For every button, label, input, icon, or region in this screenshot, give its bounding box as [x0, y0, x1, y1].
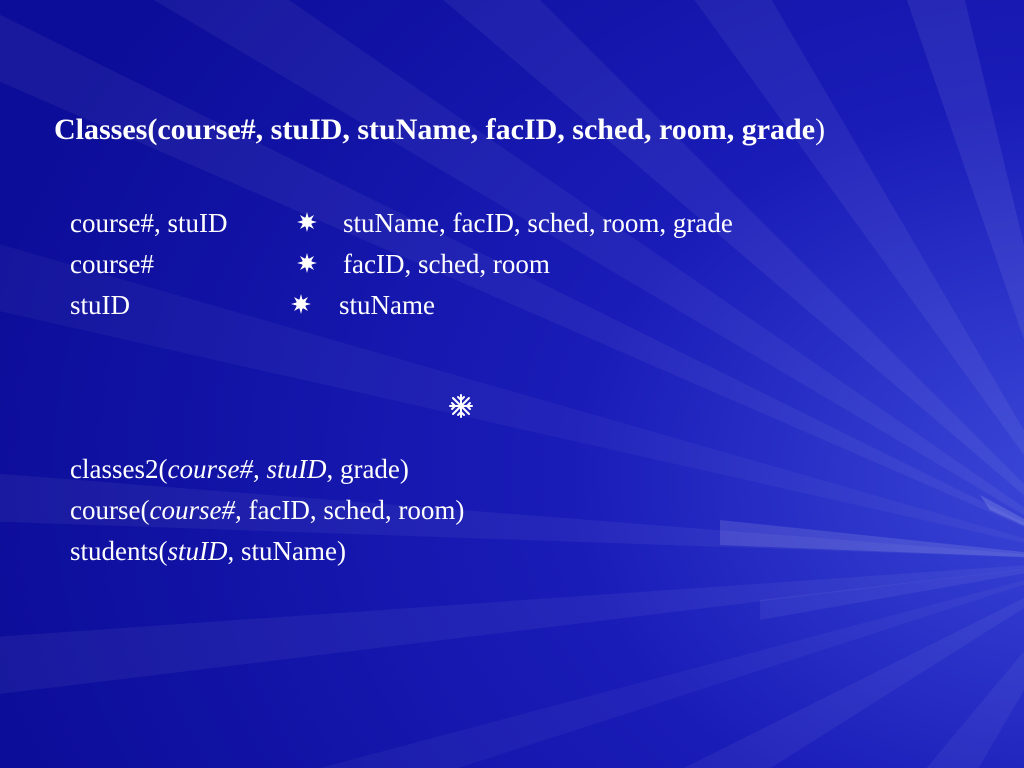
title-close-paren: ): [815, 113, 826, 146]
sunburst-arrow-icon: [290, 293, 312, 315]
determinant: course#: [70, 249, 154, 279]
title-open-paren: (: [147, 113, 158, 146]
relation-schema: [70, 534, 346, 568]
dependent-attributes: stuName, facID, sched, room, grade: [343, 208, 733, 238]
primary-key: course#, stuID: [167, 454, 327, 484]
snowflake-icon: [448, 393, 474, 419]
dependent-attributes: stuName: [339, 290, 435, 320]
relation-name: Classes: [54, 113, 148, 146]
relation-name: course(: [70, 495, 150, 525]
relation-name: students(: [70, 536, 168, 566]
relation-schema: [70, 452, 409, 486]
dependency-row: [70, 247, 890, 281]
relation-attributes: course#, stuID, stuName, facID, sched, room, grade: [157, 113, 816, 146]
dependency-row: [70, 206, 890, 240]
relation-attributes: facID, sched, room): [241, 495, 465, 525]
relation-attributes: , stuName): [227, 536, 346, 566]
sunburst-arrow-icon: [296, 211, 318, 233]
determinant: stuID: [70, 290, 130, 320]
sunburst-arrow-icon: [296, 252, 318, 274]
relation-attributes: , grade): [326, 454, 409, 484]
determinant: course#, stuID: [70, 208, 228, 238]
dependent-attributes: facID, sched, room: [343, 249, 550, 279]
primary-key: stuID: [167, 536, 228, 566]
relation-schema: [70, 493, 464, 527]
slide-title: [54, 110, 825, 150]
dependency-row: [70, 288, 890, 322]
relation-name: classes2(: [70, 454, 168, 484]
primary-key: course#,: [149, 495, 242, 525]
